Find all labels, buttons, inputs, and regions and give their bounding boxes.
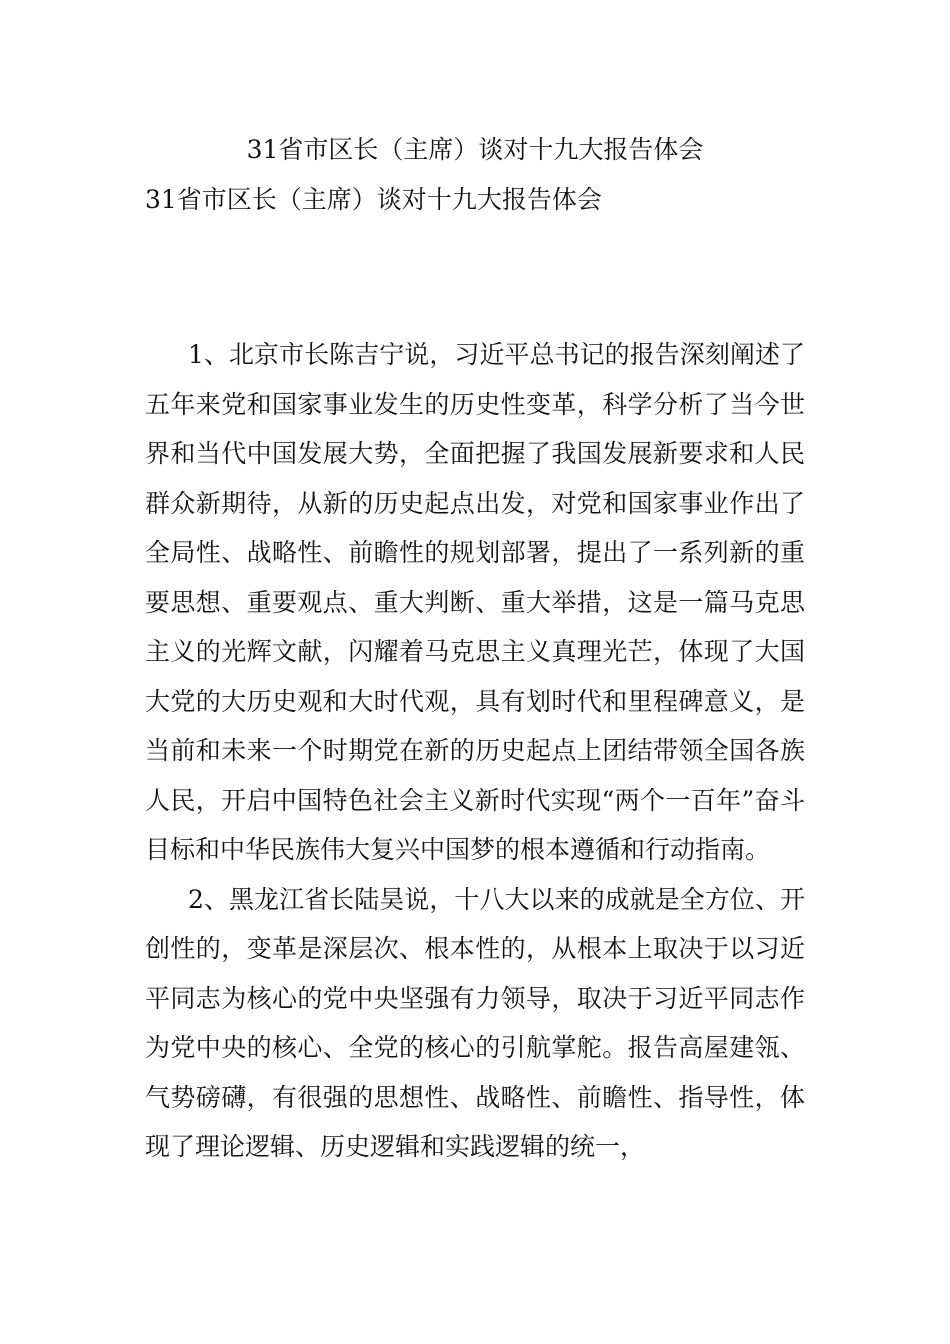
paragraph-beijing: 1、北京市长陈吉宁说，习近平总书记的报告深刻阐述了五年来党和国家事业发生的历史性变革，科学分析了当今世界和当代中国发展大势，全面把握了我国发展新要求和人民群众新期待，从新的历史起点出发，对党和国家事业作出了全局性、战略性、前瞻性的规划部署，提出了一系列新的重要思想、重要观点、重大判断、重大举措，这是一篇马克思主义的光辉文献，闪耀着马克思主义真理光芒，体现了大国大党的大历史观和大时代观，具有划时代和里程碑意义，是当前和未来一个时期党在新的历史起点上团结带领全国各族人民，开启中国特色社会主义新时代实现“两个一百年”奋斗目标和中华民族伟大复兴中国梦的根本遵循和行动指南。: [145, 340, 805, 864]
document-title-centered: 31省市区长（主席）谈对十九大报告体会: [246, 135, 704, 164]
document-body: [145, 330, 805, 1172]
document-title-left: 31省市区长（主席）谈对十九大报告体会: [145, 185, 602, 214]
paragraph-heilongjiang: 2、黑龙江省长陆昊说，十八大以来的成就是全方位、开创性的，变革是深层次、根本性的，从根本上取决于以习近平同志为核心的党中央坚强有力领导，取决于习近平同志作为党中央的核心、全党的核心的引航掌舵。报告高屋建瓴、气势磅礴，有很强的思想性、战略性、前瞻性、指导性，体现了理论逻辑、历史逻辑和实践逻辑的统一，: [145, 884, 805, 1161]
